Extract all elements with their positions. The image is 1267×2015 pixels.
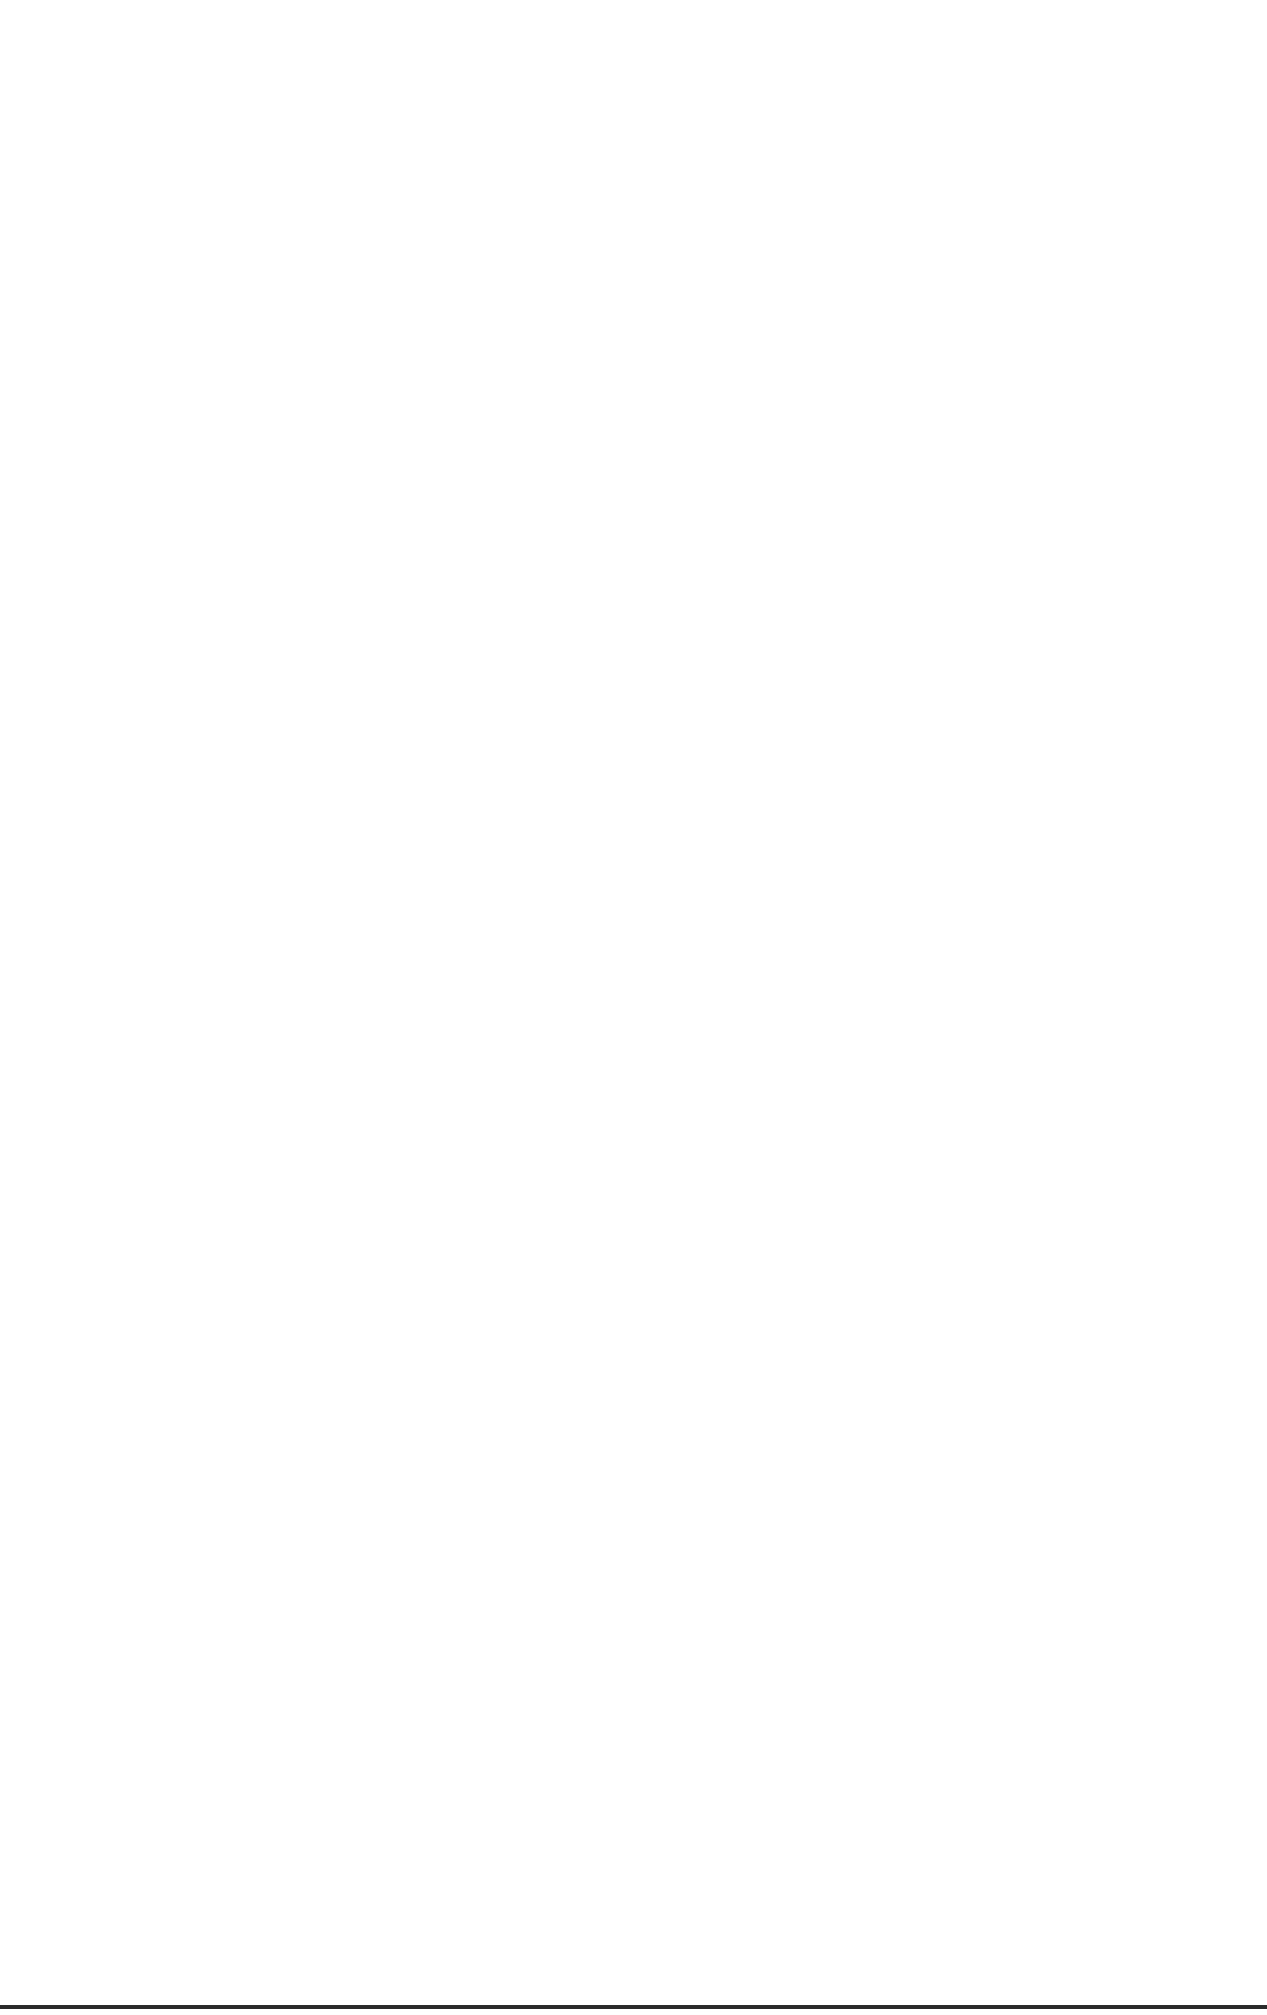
page-body <box>130 170 1130 320</box>
bottom-rule <box>0 2005 1267 2009</box>
